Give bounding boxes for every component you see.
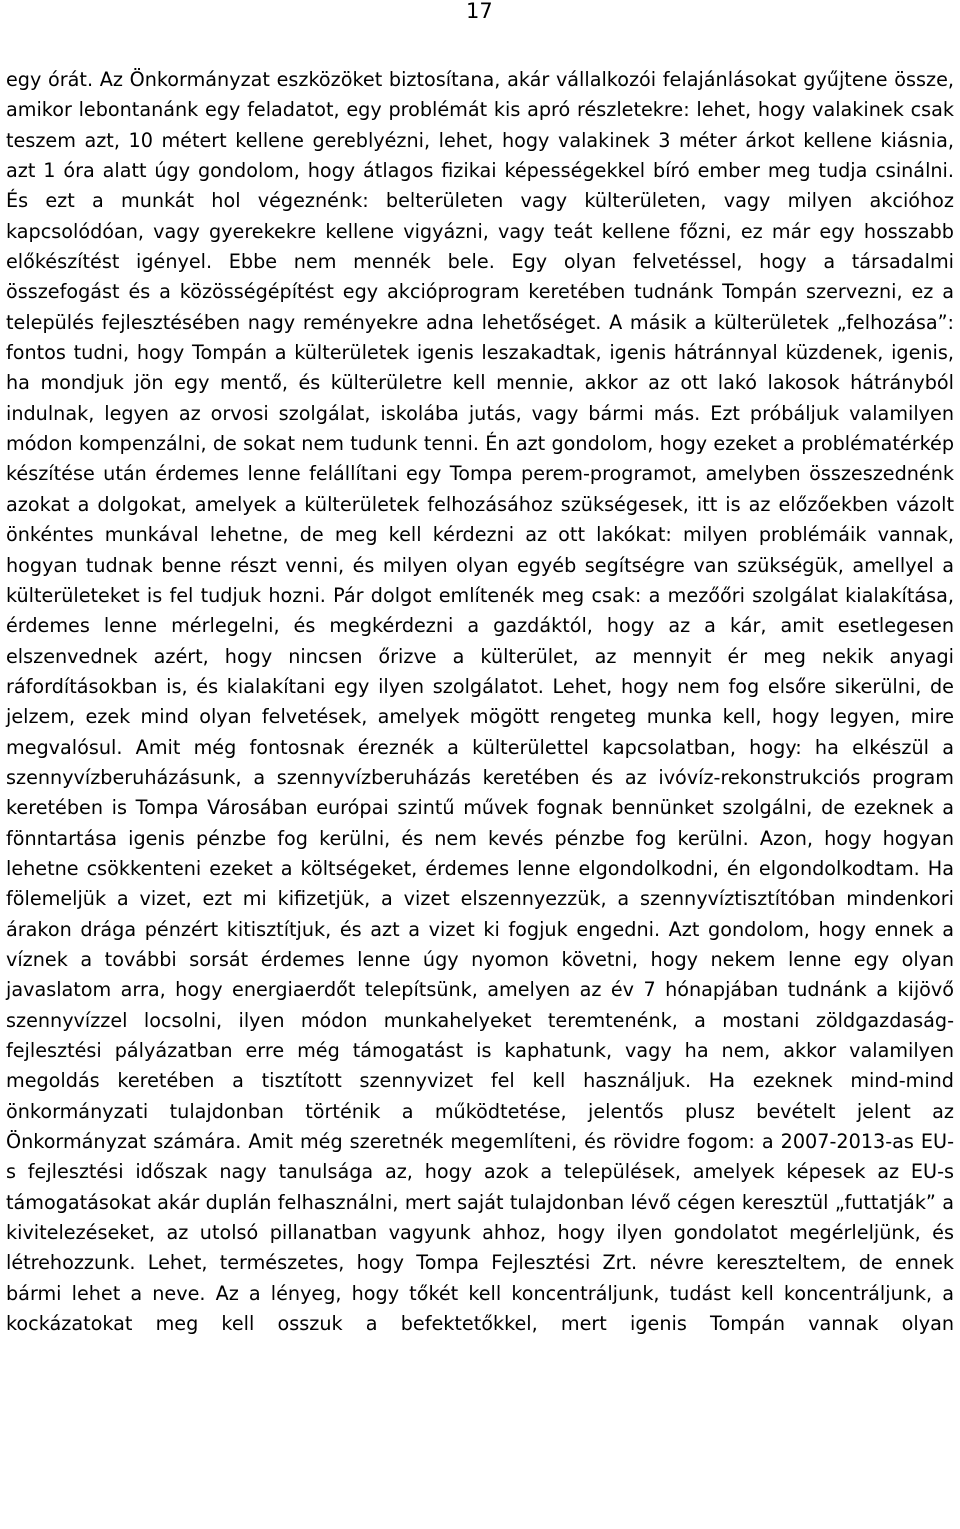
page-number: 17 — [466, 0, 493, 23]
body-paragraph: egy órát. Az Önkormányzat eszközöket biztosítana, akár vállalkozói felajánlásokat gyűjtene össze, amikor lebontanánk egy feladatot, egy problémát kis apró részletekre: lehet, hogy valakinek csak teszem azt, 10 métert kellene gereblyézni, lehet, hogy valakinek 3 méter árkot kellene kiásnia, azt 1 óra alatt úgy gondolom, hogy átlagos fizikai képességekkel bíró ember meg tudja csinálni. És ezt a munkát hol végeznénk: belterületen vagy külterületen, vagy milyen akcióhoz kapcsolódóan, vagy gyerekekre kellene vigyázni, vagy teát kellene főzni, ez már egy hosszabb előkészítést igényel. Ebbe nem mennék bele. Egy olyan felvetéssel, hogy a társadalmi összefogást és a közösségépítést egy akcióprogram keretében tudnánk Tompán szervezni, ez a település fejlesztésében nagy reményekre adna lehetőséget. A másik a külterületek „felhozása”: fontos tudni, hogy Tompán a külterületek igenis leszakadtak, igenis hátránnyal küzdenek, igenis, ha mondjuk jön egy mentő, és külterületre kell mennie, akkor az ott lakó lakosok hátrányból indulnak, legyen az orvosi szolgálat, iskolába jutás, vagy bármi más. Ezt próbáljuk valamilyen módon kompenzálni, de sokat nem tudunk tenni. Én azt gondolom, hogy ezeket a problématérkép készítése után érdemes lenne felállítani egy Tompa perem-programot, amelyben összeszednénk azokat a dolgokat, amelyek a külterületek felhozásához szükségesek, itt is az előzőekben vázolt önkéntes munkával lehetne, de meg kell kérdezni az ott lakókat: milyen problémáik vannak, hogyan tudnak benne részt venni, és milyen olyan egyéb segítségre van szükségük, amellyel a külterületeket is fel tudjuk hozni. Pár dolgot említenék meg csak: a mezőőri szolgálat kialakítása, érdemes lenne mérlegelni, és megkérdezni a gazdáktól, hogy az a kár, amit esetlegesen elszenvednek azért, hogy nincsen őrizve a külterület, az mennyit ér meg nekik anyagi ráfordításokban is, és kialakítani egy ilyen szolgálatot. Lehet, hogy nem fog elsőre sikerülni, de jelzem, ezek mind olyan felvetések, amelyek mögött rengeteg munka kell, hogy legyen, mire megvalósul. Amit még fontosnak éreznék a külterülettel kapcsolatban, hogy: ha elkészül a szennyvízberuházásunk, a szennyvízberuházás keretében és az ivóvíz-rekonstrukciós program keretében is Tompa Városában európai szintű művek fognak bennünket szolgálni, de ezeknek a fönntartása igenis pénzbe fog kerülni, és nem kevés pénzbe fog kerülni. Azon, hogy hogyan lehetne csökkenteni ezeket a költségeket, érdemes lenne elgondolkodni, én elgondolkodtam. Ha fölemeljük a vizet, ezt mi kifizetjük, a vizet elszennyezzük, a szennyvíztisztítóban mindenkori árakon drága pénzért kitisztítjuk, és azt a vizet ki fogjuk engedni. Azt gondolom, hogy ennek a víznek a további sorsát érdemes lenne úgy nyomon követni, hogy nekem lenne egy olyan javaslatom arra, hogy energiaerdőt telepítsünk, amelyen az év 7 hónapjában tudnánk a kijövő szennyvízzel locsolni, ilyen módon munkahelyeket teremtenénk, a mostani zöldgazdaság-fejlesztési pályázatban erre még támogatást is kaphatunk, vagy ha nem, akkor valamilyen megoldás keretében a tisztított szennyvizet fel kell használjuk. Ha ezeknek mind-mind önkormányzati tulajdonban történik a működtetése, jelentős plusz bevételt jelent az Önkormányzat számára. Amit még szeretnék megemlíteni, és rövidre fogom: a 2007-2013-as EU-s fejlesztési időszak nagy tanulsága az, hogy azok a települések, amelyek képesek az EU-s támogatásokat akár duplán felhasználni, mert saját tulajdonban lévő cégen keresztül „futtatják” a kivitelezéseket, az utolsó pillanatban vagyunk ahhoz, hogy ilyen gondolatot megérleljünk, és létrehozzunk. Lehet, természetes, hogy Tompa Fejlesztési Zrt. névre kereszteltem, de ennek bármi lehet a neve. Az a lényeg, hogy tőkét kell koncentráljunk, tudást kell koncentráljunk, a kockázatokat meg kell osszuk a befektetőkkel, mert igenis Tompán vannak olyan — [6, 68, 954, 1336]
